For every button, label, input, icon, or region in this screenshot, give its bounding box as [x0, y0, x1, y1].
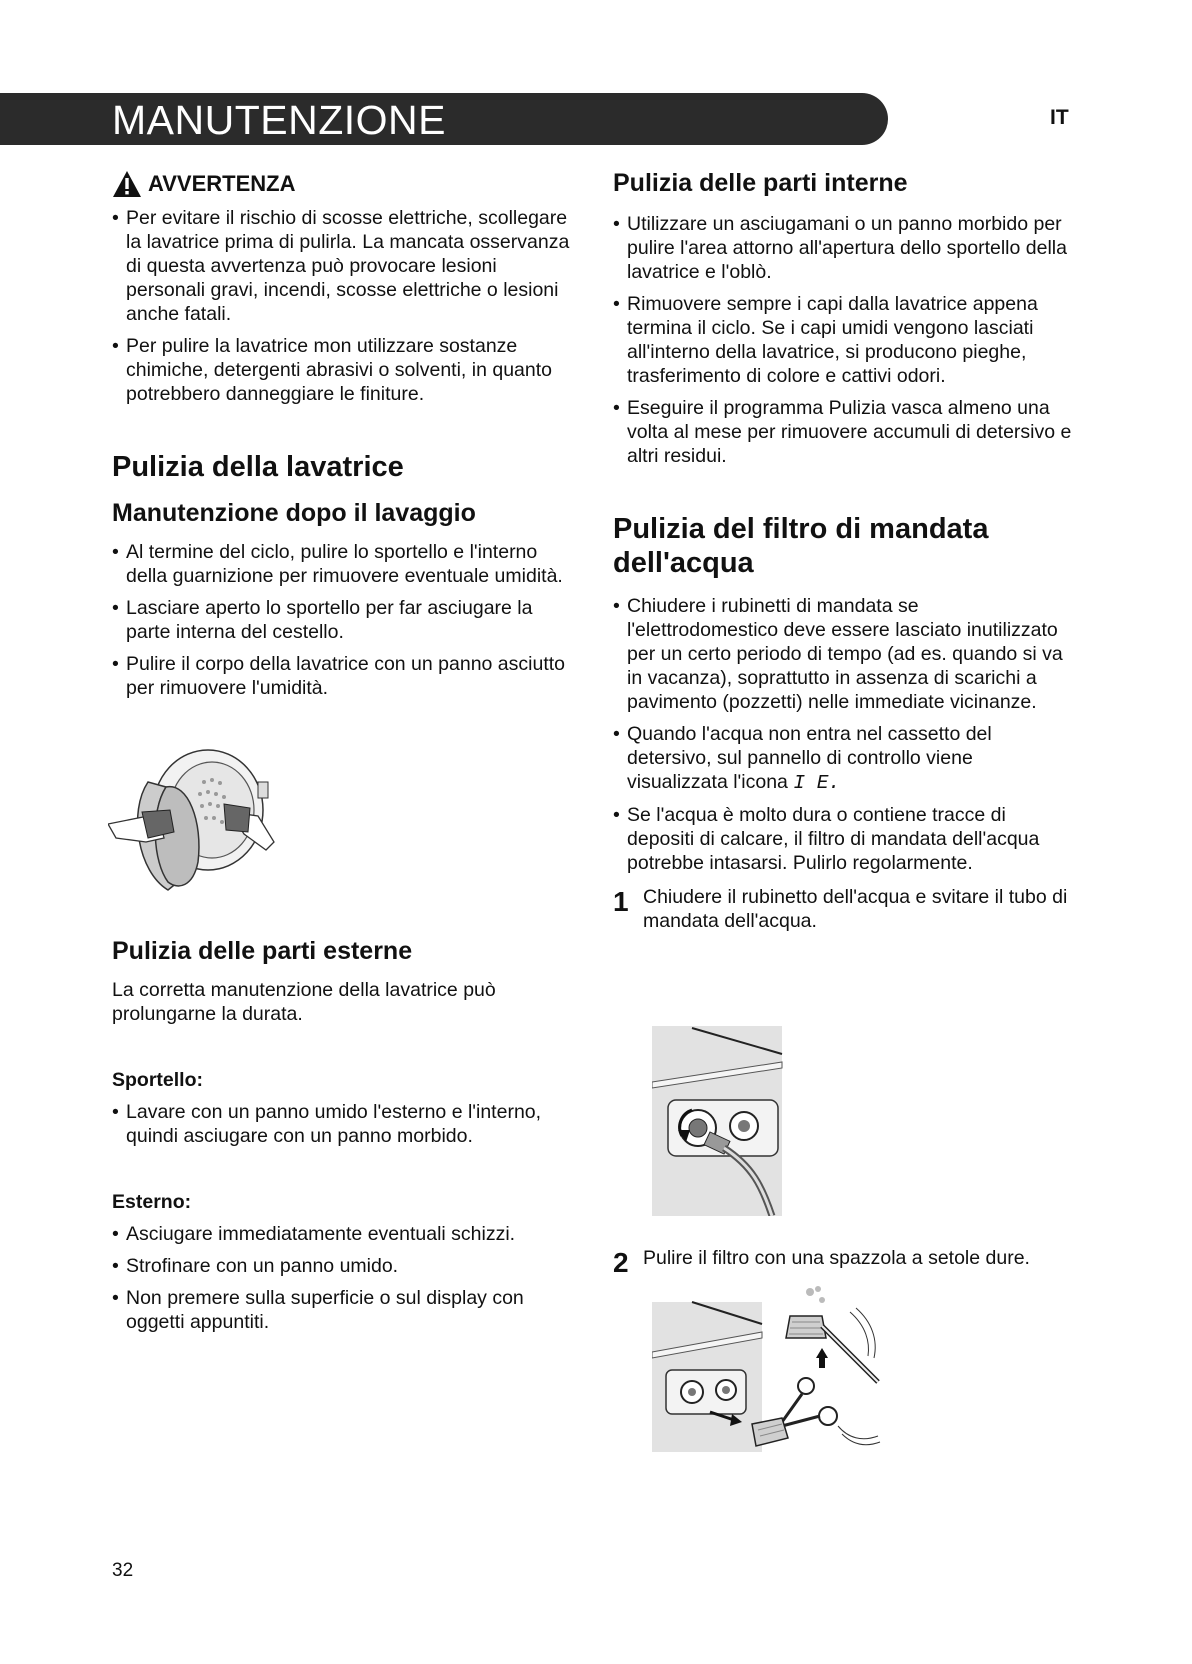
body-heading: Esterno:	[112, 1191, 192, 1213]
list-item	[613, 722, 1073, 795]
hose-unscrew-illustration	[652, 1026, 784, 1216]
exterior-section	[112, 936, 572, 1342]
body-list	[112, 1222, 572, 1334]
subsection-interior: Pulizia delle parti interne	[613, 169, 908, 197]
list-item: • Per pulire la lavatrice mon utilizzare sostanze chimiche, detergenti abrasivi o solventi, in quanto potrebbero danneggiare le finiture.	[112, 334, 572, 406]
step-1	[613, 885, 1073, 933]
list-item: • Se l'acqua è molto dura o contiene tracce di depositi di calcare, il filtro di mandata dell'acqua potrebbe intasarsi. Pulirlo regolarmente.	[613, 803, 1073, 875]
filter-brush-illustration	[652, 1286, 888, 1454]
error-code-icon: I E.	[793, 772, 841, 794]
list-item: • Lasciare aperto lo sportello per far asciugare la parte interna del cestello.	[112, 596, 572, 644]
list-item: • Eseguire il programma Pulizia vasca almeno una volta al mese per rimuovere accumuli di detersivo e altri residui.	[613, 396, 1073, 468]
list-item: • Per evitare il rischio di scosse elettriche, scollegare la lavatrice prima di pulirla. La mancata osservanza di questa avvertenza può provocare lesioni personali gravi, incendi, scosse elettriche o lesioni anche fatali.	[112, 206, 572, 326]
door-list	[112, 1100, 572, 1148]
page-number: 32	[112, 1560, 134, 1581]
language-tag: IT	[1050, 106, 1069, 129]
list-item-text: Quando l'acqua non entra nel cassetto del detersivo, sul pannello di controllo viene visualizzata l'icona	[627, 723, 992, 793]
list-item: • Non premere sulla superficie o sul display con oggetti appuntiti.	[112, 1286, 572, 1334]
subsection-after-wash: Manutenzione dopo il lavaggio	[112, 499, 476, 527]
page-title: MANUTENZIONE	[112, 97, 446, 143]
list-item: • Al termine del ciclo, pulire lo sportello e l'interno della guarnizione per rimuovere eventuale umidità.	[112, 540, 572, 588]
list-item: • Utilizzare un asciugamani o un panno morbido per pulire l'area attorno all'apertura dello sportello della lavatrice e l'oblò.	[613, 212, 1073, 284]
right-column	[613, 168, 1073, 933]
after-wash-list	[112, 540, 572, 700]
warning-title: AVVERTENZA	[148, 171, 296, 196]
exterior-intro: La corretta manutenzione della lavatrice può prolungarne la durata.	[112, 979, 496, 1025]
filter-list	[613, 594, 1073, 875]
step-text: Chiudere il rubinetto dell'acqua e svitare il tubo di mandata dell'acqua.	[643, 886, 1068, 932]
warning-triangle-icon	[112, 170, 142, 198]
section-title-cleaning: Pulizia della lavatrice	[112, 451, 404, 483]
list-item: • Chiudere i rubinetti di mandata se l'elettrodomestico deve essere lasciato inutilizzato per un certo periodo di tempo (ad es. quando si va in vacanza), soprattutto in assenza di scarichi a pavimento (pozzetti) nelle immediate vicinanze.	[613, 594, 1073, 714]
step-number: 1	[613, 886, 629, 917]
interior-list	[613, 212, 1073, 468]
list-item: • Strofinare con un panno umido.	[112, 1254, 572, 1278]
warning-heading	[112, 168, 572, 200]
list-item: • Asciugare immediatamente eventuali schizzi.	[112, 1222, 572, 1246]
warning-list	[112, 206, 572, 406]
step-text: Pulire il filtro con una spazzola a setole dure.	[643, 1247, 1030, 1269]
door-heading: Sportello:	[112, 1069, 203, 1091]
step-number: 2	[613, 1247, 629, 1278]
step-2	[613, 1246, 1083, 1278]
left-column	[112, 168, 572, 708]
washer-door-cleaning-illustration	[108, 742, 294, 898]
list-item: • Rimuovere sempre i capi dalla lavatrice appena termina il ciclo. Se i capi umidi vengono lasciati all'interno della lavatrice, si producono pieghe, trasferimento di colore e cattivi odori.	[613, 292, 1073, 388]
list-item: • Pulire il corpo della lavatrice con un panno asciutto per rimuovere l'umidità.	[112, 652, 572, 700]
subsection-exterior: Pulizia delle parti esterne	[112, 937, 413, 965]
section-title-filter: Pulizia del filtro di mandata dell'acqua	[613, 513, 989, 579]
list-item: • Lavare con un panno umido l'esterno e l'interno, quindi asciugare con un panno morbido.	[112, 1100, 572, 1148]
